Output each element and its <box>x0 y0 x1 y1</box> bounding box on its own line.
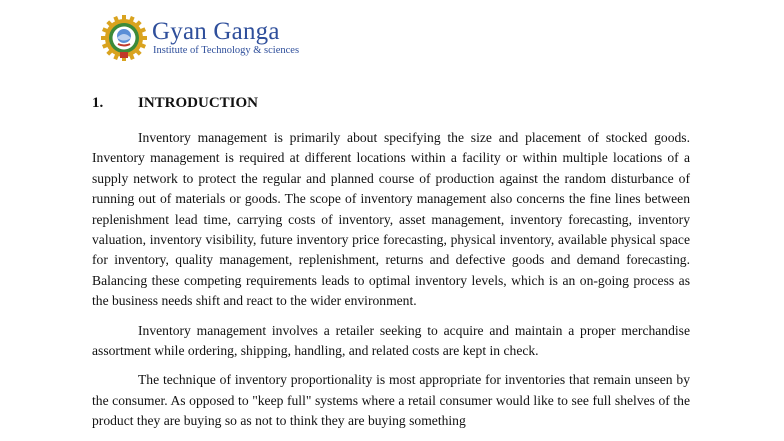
paragraph-2: Inventory management involves a retailer seeking to acquire and maintain a proper merchandise assortment while ordering, shipping, handling, and related costs are kept in check. <box>92 322 690 359</box>
section-number: 1. <box>92 95 104 111</box>
institute-name: Gyan Ganga <box>152 18 280 45</box>
institute-tagline: Institute of Technology & sciences <box>153 45 300 56</box>
paragraph-3: The technique of inventory proportionality is most appropriate for inventories that remain unseen by the consumer. As opposed to "keep full" systems where a retail consumer would like to see full shelves of the product they are buying so as not to think they are buying something <box>92 372 690 429</box>
section-title: INTRODUCTION <box>138 95 259 111</box>
body-text <box>92 128 690 441</box>
paragraph-1: Inventory management is primarily about specifying the size and placement of stocked goods. Inventory management is required at different locations within a facility or within multiple locations of a supply network to protect the regular and planned course of production against the random disturbance of running out of materials or goods. The scope of inventory management also concerns the fine lines between replenishment lead time, carrying costs of inventory, asset management, inventory forecasting, inventory valuation, inventory visibility, future inventory price forecasting, physical inventory, available physical space for inventory, quality management, replenishment, returns and defective goods and demand forecasting. Balancing these competing requirements leads to optimal inventory levels, which is an on-going process as the business needs shift and react to the wider environment. <box>92 130 690 309</box>
section-heading <box>92 94 258 112</box>
institute-emblem-icon <box>98 12 150 64</box>
institute-logo <box>98 12 299 64</box>
logo-text <box>152 12 299 57</box>
